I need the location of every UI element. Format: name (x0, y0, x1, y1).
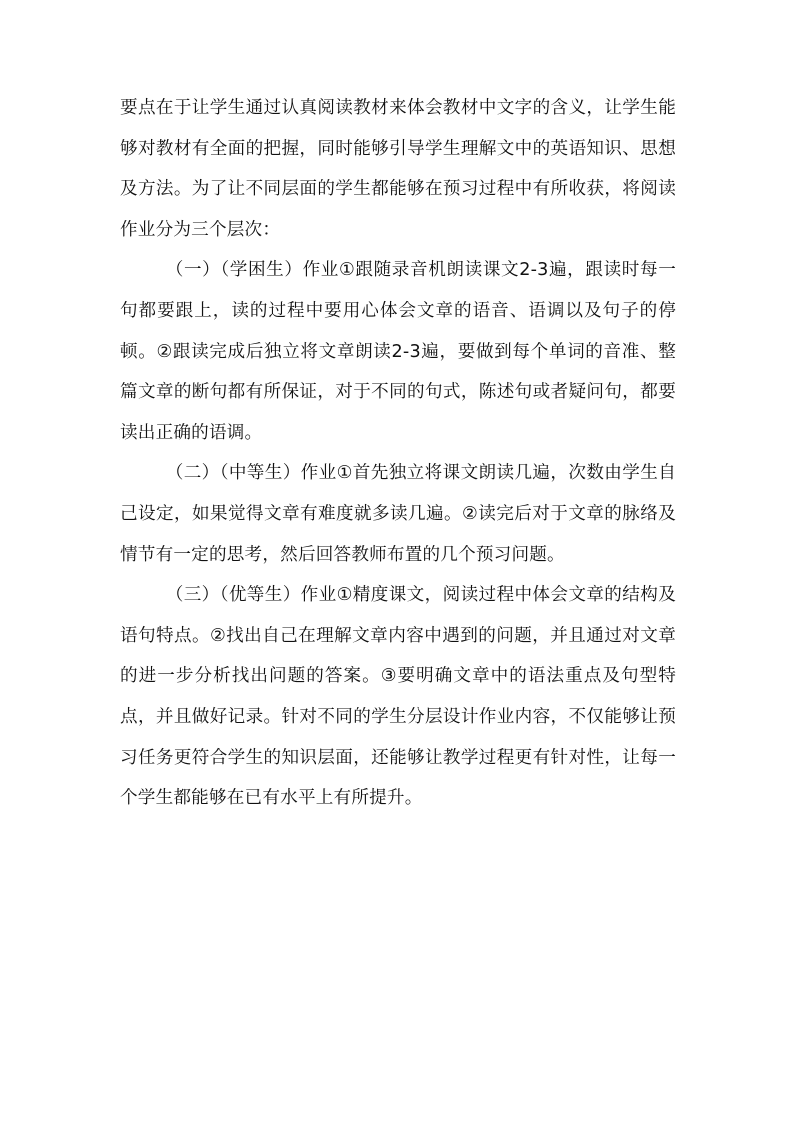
document-body (120, 88, 676, 819)
paragraph-level-two: （二）（中等生）作业①首先独立将课文朗读几遍，次数由学生自己设定，如果觉得文章有难度就多读几遍。②读完后对于文章的脉络及情节有一定的思考，然后回答教师布置的几个预习问题。 (120, 463, 676, 565)
paragraph-level-three: （三）（优等生）作业①精度课文，阅读过程中体会文章的结构及语句特点。②找出自己在理解文章内容中遇到的问题，并且通过对文章的进一步分析找出问题的答案。③要明确文章中的语法重点及句型特点，并且做好记录。针对不同的学生分层设计作业内容，不仅能够让预习任务更符合学生的知识层面，还能够让教学过程更有针对性，让每一个学生都能够在已有水平上有所提升。 (120, 585, 676, 809)
paragraph-intro: 要点在于让学生通过认真阅读教材来体会教材中文字的含义，让学生能够对教材有全面的把握，同时能够引导学生理解文中的英语知识、思想及方法。为了让不同层面的学生都能够在预习过程中有所收获，将阅读作业分为三个层次： (120, 98, 676, 240)
paragraph-level-one: （一）（学困生）作业①跟随录音机朗读课文2-3遍，跟读时每一句都要跟上，读的过程中要用心体会文章的语音、语调以及句子的停顿。②跟读完成后独立将文章朗读2-3遍，要做到每个单词的音准、整篇文章的断句都有所保证，对于不同的句式，陈述句或者疑问句，都要读出正确的语调。 (120, 260, 676, 443)
